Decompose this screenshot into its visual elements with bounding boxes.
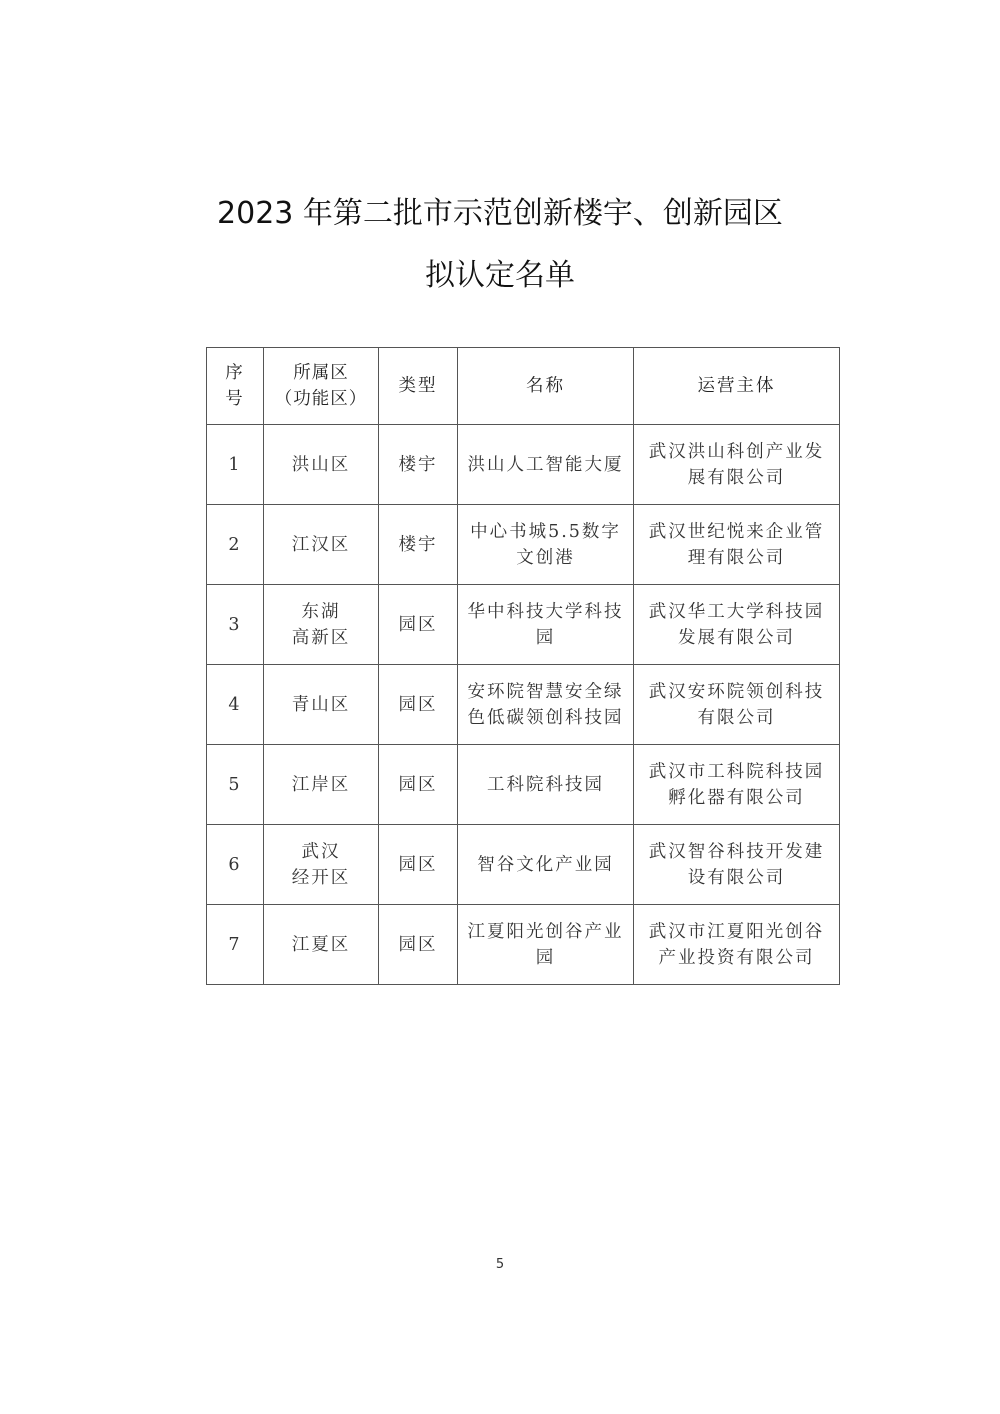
cell-district: 洪山区 bbox=[264, 425, 379, 505]
cell-operator: 武汉智谷科技开发建设有限公司 bbox=[634, 825, 840, 905]
cell-type: 园区 bbox=[379, 905, 458, 985]
cell-name: 洪山人工智能大厦 bbox=[458, 425, 634, 505]
header-operator: 运营主体 bbox=[634, 348, 840, 425]
cell-name: 中心书城5.5数字文创港 bbox=[458, 505, 634, 585]
header-name: 名称 bbox=[458, 348, 634, 425]
page-title: 2023 年第二批市示范创新楼宇、创新园区 bbox=[217, 196, 783, 231]
cell-type: 园区 bbox=[379, 745, 458, 825]
cell-district: 青山区 bbox=[264, 665, 379, 745]
header-type: 类型 bbox=[379, 348, 458, 425]
cell-seq: 3 bbox=[207, 585, 264, 665]
cell-type: 园区 bbox=[379, 665, 458, 745]
header-seq: 序 号 bbox=[207, 348, 264, 425]
table-row bbox=[207, 505, 840, 585]
cell-seq: 4 bbox=[207, 665, 264, 745]
table-row bbox=[207, 905, 840, 985]
cell-operator: 武汉市工科院科技园孵化器有限公司 bbox=[634, 745, 840, 825]
cell-name: 工科院科技园 bbox=[458, 745, 634, 825]
cell-type: 楼宇 bbox=[379, 505, 458, 585]
table-header-row bbox=[207, 348, 840, 425]
cell-operator: 武汉世纪悦来企业管理有限公司 bbox=[634, 505, 840, 585]
cell-seq: 2 bbox=[207, 505, 264, 585]
cell-name: 智谷文化产业园 bbox=[458, 825, 634, 905]
cell-seq: 1 bbox=[207, 425, 264, 505]
table-row bbox=[207, 665, 840, 745]
cell-name: 华中科技大学科技园 bbox=[458, 585, 634, 665]
cell-district: 江汉区 bbox=[264, 505, 379, 585]
header-district: 所属区 （功能区） bbox=[264, 348, 379, 425]
cell-type: 园区 bbox=[379, 585, 458, 665]
cell-district: 江夏区 bbox=[264, 905, 379, 985]
cell-seq: 5 bbox=[207, 745, 264, 825]
page-subtitle: 拟认定名单 bbox=[425, 258, 575, 293]
cell-district: 东湖 高新区 bbox=[264, 585, 379, 665]
cell-operator: 武汉洪山科创产业发展有限公司 bbox=[634, 425, 840, 505]
cell-operator: 武汉市江夏阳光创谷产业投资有限公司 bbox=[634, 905, 840, 985]
table-row bbox=[207, 425, 840, 505]
cell-district: 江岸区 bbox=[264, 745, 379, 825]
table-row bbox=[207, 825, 840, 905]
page-number: 5 bbox=[495, 1257, 505, 1272]
cell-operator: 武汉安环院领创科技有限公司 bbox=[634, 665, 840, 745]
cell-seq: 7 bbox=[207, 905, 264, 985]
demonstration-list-table bbox=[206, 347, 840, 985]
cell-seq: 6 bbox=[207, 825, 264, 905]
cell-type: 楼宇 bbox=[379, 425, 458, 505]
cell-name: 安环院智慧安全绿色低碳领创科技园 bbox=[458, 665, 634, 745]
cell-district: 武汉 经开区 bbox=[264, 825, 379, 905]
table-row bbox=[207, 745, 840, 825]
cell-type: 园区 bbox=[379, 825, 458, 905]
cell-operator: 武汉华工大学科技园发展有限公司 bbox=[634, 585, 840, 665]
cell-name: 江夏阳光创谷产业园 bbox=[458, 905, 634, 985]
table-row bbox=[207, 585, 840, 665]
